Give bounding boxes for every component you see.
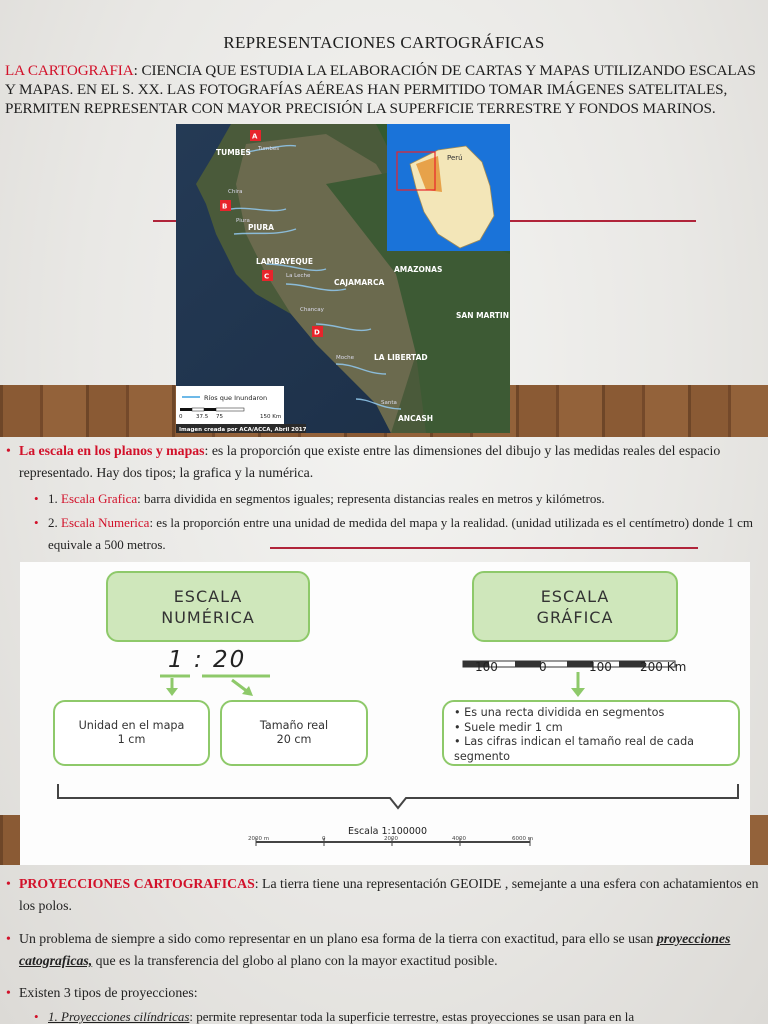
bullet: • [6,876,11,891]
bullet: • [34,515,39,530]
grafica-note: • Suele medir 1 cm [454,720,563,734]
numerica-title-line1: ESCALA [173,586,243,606]
map-river-chira: Chira [228,189,243,195]
map-label-piura: PIURA [248,223,274,232]
map-credit: Imagen creada por ACA/ACCA, Abril 2017 [179,427,307,433]
divider-line-left [153,220,177,222]
bottom-tick: 4000 [452,836,466,842]
map-scale-tick: 0 [179,414,183,420]
map-scale-tick: 150 Km [260,414,282,420]
cilindricas-item [34,1006,764,1024]
unidad-box [53,700,210,766]
bullet: • [6,443,11,458]
bottom-tick: 2000 [384,836,398,842]
legend-label: Ríos que Inundaron [204,394,268,402]
divider-line-right [510,220,696,222]
cilindricas-term: 1. Proyecciones cilíndricas [48,1009,190,1024]
marker-b-label: B [222,202,228,211]
map-label-tumbes: TUMBES [216,148,251,157]
intro-text: : CIENCIA QUE ESTUDIA LA ELABORACIÓN DE CARTAS Y MAPAS UTILIZANDO ESCALAS Y MAPAS. EN EL S. XX. LAS FOTOGRAFÍAS AÉREAS HAN PERMITIDO TOMAR IMÁGENES SATELITALES, PERMITEN REPRESENTAR CON MAYOR PRECISIÓN LA SUPERFICIE TERRESTRE Y FONDOS MARINOS. [5,62,756,117]
grafica-note: • Las cifras indican el tamaño real de cada segmento [454,735,695,763]
map-graphic [176,124,510,433]
escala-item-term: Escala Grafica [61,491,138,506]
grafica-note: • Es una recta dividida en segmentos [454,706,665,719]
map-label-ancash: ANCASH [398,414,434,423]
proyecciones-paragraph [6,873,764,917]
cilindricas-text: : permite representar toda la superficie terrestre, estas proyecciones se usan para en la [189,1009,635,1024]
map-scale-tick: 75 [216,414,223,420]
intro-term: LA CARTOGRAFIA [5,62,134,79]
escala-text: : es la proporción que existe entre las dimensiones del dibujo y las medidas reales del espacio representado. Hay dos tipos; la grafica y la numérica. [19,443,721,480]
problema-paragraph [6,928,764,972]
tamano-line2: 20 cm [276,733,312,746]
problema-emph: proyecciones catograficas, [19,931,731,968]
problema-pre: Un problema de siempre a sido como representar en un plano esa forma de la tierra con exactitud, para ello se usan [19,931,657,946]
grafica-title-line1: ESCALA [540,586,610,606]
grafica-notes-box [442,700,740,766]
bottom-tick: 2000 m [248,836,270,842]
bottom-tick: 6000 m [512,836,534,842]
proyecciones-term: PROYECCIONES CARTOGRAFICAS [19,876,255,891]
escala-item-prefix: 1. [48,491,61,506]
bar-tick-3: 100 [589,660,612,674]
escala-term: La escala en los planos y mapas [19,443,205,458]
map-label-la-libertad: LA LIBERTAD [374,353,428,362]
map-river-moche: Moche [336,355,355,361]
escala-paragraph [6,440,764,484]
bottom-tick: 0 [322,836,326,842]
tamano-box [220,700,368,766]
unidad-line2: 1 cm [117,733,146,746]
scale-diagram [20,562,750,865]
map-scale-tick: 37.5 [196,414,209,420]
marker-d-label: D [314,328,320,337]
map-river-piura: Piura [236,218,250,224]
map-label-san-martin: SAN MARTIN [456,311,509,320]
escala-item-term: Escala Numerica [61,515,150,530]
bullet: • [34,491,39,506]
map-label-cajamarca: CAJAMARCA [334,278,385,287]
grafica-title-line2: GRÁFICA [536,607,614,627]
map-river-santa: Santa [381,400,397,406]
bar-tick-1: 100 [475,660,498,674]
intro-paragraph [5,61,765,118]
marker-c-label: C [264,272,270,281]
map-river-tumbes: Tumbes [258,146,280,152]
bullet: • [34,1009,39,1024]
bar-tick-2: 0 [539,660,547,674]
tipos-text: Existen 3 tipos de proyecciones: [19,985,198,1000]
escala-item-text: : barra dividida en segmentos iguales; representa distancias reales en metros y kilómetros. [137,491,605,506]
map-river-chancay: Chancay [300,307,324,313]
inset-map [387,124,510,251]
escala-item-1 [34,488,764,510]
satellite-map [176,124,510,433]
escala-item-prefix: 2. [48,515,61,530]
bullet: • [6,985,11,1000]
proyecciones-text: : La tierra tiene una representación GEOIDE , semejante a una esfera con achatamientos en los polos. [19,876,759,913]
escala-item-text: : es la proporción entre una unidad de medida del mapa y la realidad. (unidad utilizada es el centímetro) donde 1 cm equivale a 500 metros. [48,515,753,552]
bottom-scale-label: Escala 1:100000 [348,826,427,837]
map-label-amazonas: AMAZONAS [394,265,443,274]
escala-item-2 [34,512,764,556]
tamano-line1: Tamaño real [259,718,329,732]
problema-post: que es la transferencia del globo al plano con la mayor exactitud posible. [92,953,498,968]
numerica-title-line2: NUMÉRICA [161,607,255,627]
page-title: REPRESENTACIONES CARTOGRÁFICAS [223,33,545,52]
tipos-paragraph [6,982,764,1004]
inset-label: Perú [447,154,463,162]
map-label-lambayeque: LAMBAYEQUE [256,257,313,266]
map-river-la-leche: La Leche [286,273,311,279]
marker-a-label: A [252,132,258,141]
unidad-line1: Unidad en el mapa [78,718,185,732]
bullet: • [6,931,11,946]
bar-tick-4: 200 Km [640,660,687,674]
ratio-label: 1 : 20 [168,647,247,673]
